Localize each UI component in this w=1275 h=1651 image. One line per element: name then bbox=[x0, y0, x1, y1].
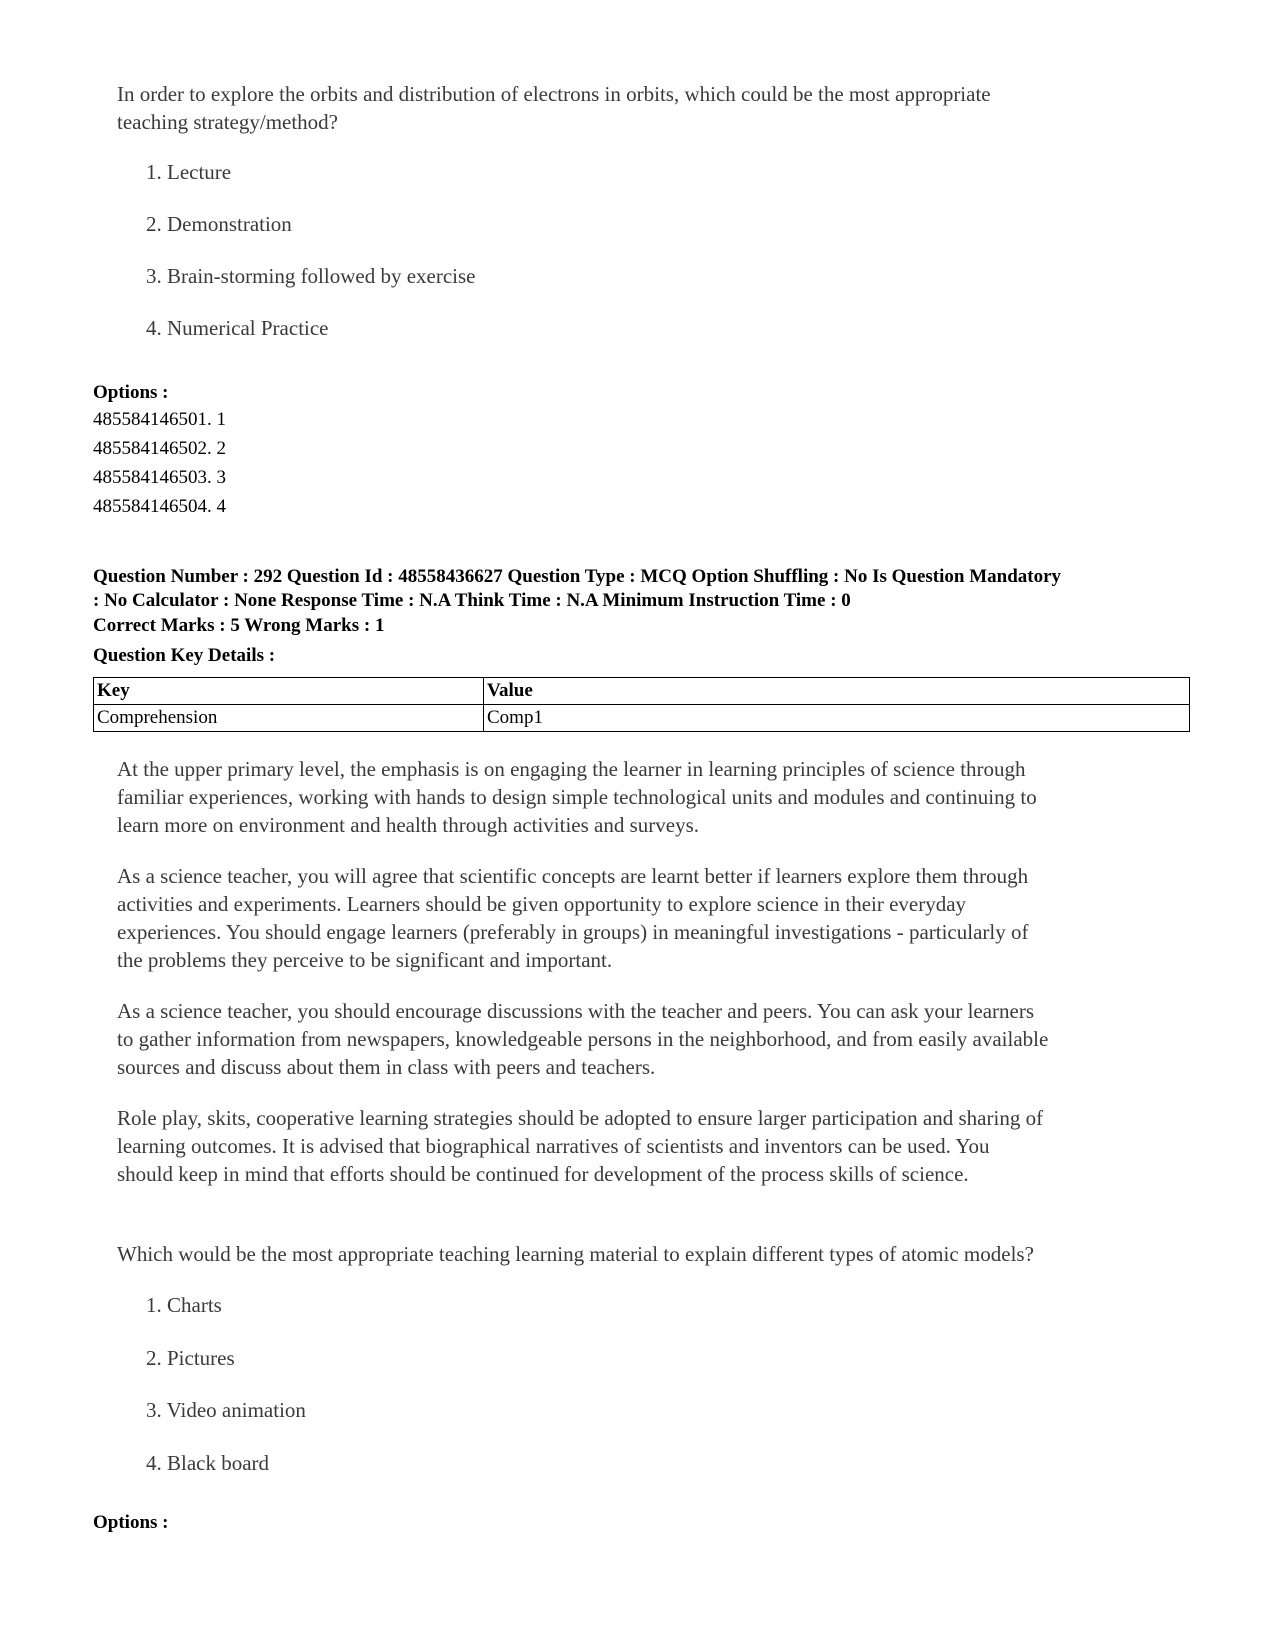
passage-line: Role play, skits, cooperative learning strategies should be adopted to ensure larger participation and sharing of bbox=[117, 1106, 1044, 1130]
question-meta-line: : No Calculator : None Response Time : N.A Think Time : N.A Minimum Instruction Time : 0 bbox=[93, 590, 851, 611]
choice-item: 1. Lecture bbox=[146, 160, 232, 184]
choice-item: 3. Brain-storming followed by exercise bbox=[146, 264, 476, 288]
passage-line: experiences. You should engage learners (preferably in groups) in meaningful investigations - particularly of bbox=[117, 920, 1029, 944]
option-item: 485584146503. 3 bbox=[93, 467, 226, 488]
passage-line: activities and experiments. Learners should be given opportunity to explore science in their everyday bbox=[117, 892, 967, 916]
key-details-table bbox=[93, 677, 1190, 732]
passage-line: learn more on environment and health through activities and surveys. bbox=[117, 813, 700, 837]
marks-line: Correct Marks : 5 Wrong Marks : 1 bbox=[93, 615, 385, 636]
choice-item: 4. Numerical Practice bbox=[146, 316, 329, 340]
prompt-line: teaching strategy/method? bbox=[117, 110, 339, 134]
column-header-value: Value bbox=[484, 678, 1190, 705]
option-item: 485584146504. 4 bbox=[93, 496, 226, 517]
table-header-row bbox=[94, 678, 1190, 705]
passage-paragraph bbox=[117, 862, 1217, 974]
choice-item: 3. Video animation bbox=[146, 1398, 306, 1422]
options-label: Options : bbox=[93, 382, 169, 403]
passage-line: the problems they perceive to be significant and important. bbox=[117, 948, 613, 972]
options-label: Options : bbox=[93, 1512, 169, 1533]
choice-item: 2. Pictures bbox=[146, 1346, 235, 1370]
question-prompt: Which would be the most appropriate teaching learning material to explain different types of atomic models? bbox=[117, 1242, 1034, 1266]
table-row bbox=[94, 705, 1190, 732]
question-header bbox=[93, 565, 1213, 613]
question-meta-line: Question Number : 292 Question Id : 48558436627 Question Type : MCQ Option Shuffling : No Is Question Mandatory bbox=[93, 566, 1062, 587]
passage-paragraph bbox=[117, 755, 1217, 839]
choice-item: 4. Black board bbox=[146, 1451, 270, 1475]
option-item: 485584146502. 2 bbox=[93, 438, 226, 459]
option-item: 485584146501. 1 bbox=[93, 409, 226, 430]
passage-line: learning outcomes. It is advised that biographical narratives of scientists and inventors can be used. You bbox=[117, 1134, 990, 1158]
passage-line: to gather information from newspapers, knowledgeable persons in the neighborhood, and from easily available bbox=[117, 1027, 1049, 1051]
passage-line: familiar experiences, working with hands to design simple technological units and modules and continuing to bbox=[117, 785, 1037, 809]
table-cell: Comp1 bbox=[484, 705, 1190, 732]
passage-line: At the upper primary level, the emphasis is on engaging the learner in learning principles of science through bbox=[117, 757, 1026, 781]
options-list bbox=[93, 405, 226, 521]
passage-paragraph bbox=[117, 1104, 1217, 1188]
passage-paragraph bbox=[117, 997, 1217, 1081]
passage-line: sources and discuss about them in class with peers and teachers. bbox=[117, 1055, 656, 1079]
passage-line: should keep in mind that efforts should be continued for development of the process skills of science. bbox=[117, 1162, 969, 1186]
choice-item: 1. Charts bbox=[146, 1293, 222, 1317]
key-details-label: Question Key Details : bbox=[93, 645, 276, 666]
column-header-key: Key bbox=[94, 678, 484, 705]
passage-line: As a science teacher, you should encourage discussions with the teacher and peers. You can ask your learners bbox=[117, 999, 1035, 1023]
table-cell: Comprehension bbox=[94, 705, 484, 732]
question-prompt bbox=[117, 80, 1197, 136]
choice-item: 2. Demonstration bbox=[146, 212, 292, 236]
passage-line: As a science teacher, you will agree that scientific concepts are learnt better if learners explore them through bbox=[117, 864, 1029, 888]
prompt-line: In order to explore the orbits and distribution of electrons in orbits, which could be the most appropriate bbox=[117, 82, 991, 106]
